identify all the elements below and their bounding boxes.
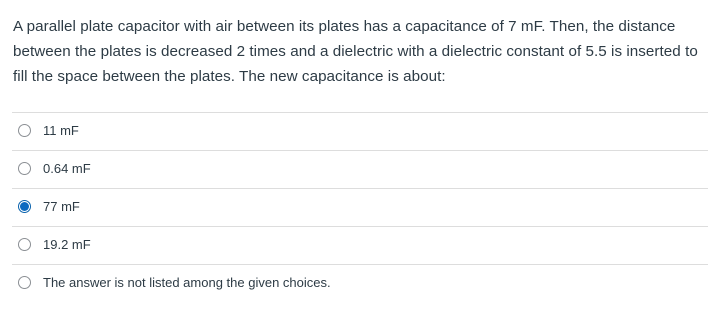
- radio-button-4[interactable]: [18, 238, 31, 251]
- question-text: A parallel plate capacitor with air between its plates has a capacitance of 7 mF. Then, the distance between the plates is decreased 2 times and a dielectric with a dielectric constant of 5.5 is inserted to fill the space between the plates. The new capacitance is about:: [13, 18, 698, 85]
- answer-option-4[interactable]: [12, 226, 708, 264]
- answer-label-5: The answer is not listed among the given choices.: [43, 275, 331, 290]
- radio-button-1[interactable]: [18, 124, 31, 137]
- radio-button-2[interactable]: [18, 162, 31, 175]
- answer-option-2[interactable]: [12, 150, 708, 188]
- answer-label-2: 0.64 mF: [43, 161, 91, 176]
- answer-label-3: 77 mF: [43, 199, 80, 214]
- answer-label-1: 11 mF: [43, 123, 79, 138]
- answer-label-4: 19.2 mF: [43, 237, 91, 252]
- answer-option-5[interactable]: [12, 264, 708, 302]
- answer-list: [12, 112, 708, 302]
- radio-button-5[interactable]: [18, 276, 31, 289]
- answer-option-1[interactable]: [12, 112, 708, 150]
- answer-option-3[interactable]: [12, 188, 708, 226]
- radio-button-3-selected[interactable]: [18, 200, 31, 213]
